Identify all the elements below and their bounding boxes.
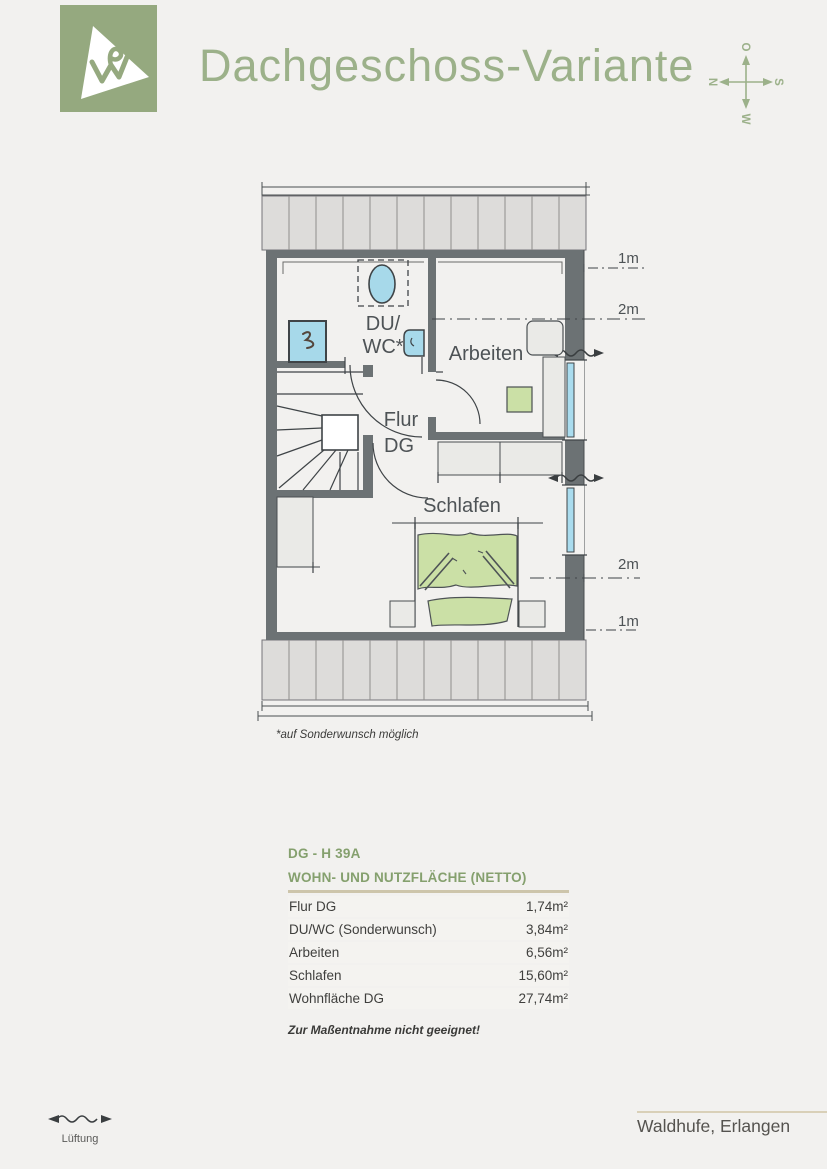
table-heading: WOHN- UND NUTZFLÄCHE (NETTO)	[288, 870, 527, 885]
row-value: 3,84m²	[525, 922, 568, 937]
wardrobe	[438, 442, 562, 483]
compass-south-label: S	[772, 78, 784, 86]
ventilation-legend-icon	[45, 1112, 115, 1126]
plan-footnote: *auf Sonderwunsch möglich	[276, 729, 419, 741]
row-value: 27,74m²	[518, 991, 568, 1006]
blanket	[428, 597, 512, 626]
room-label-flur-line1: Flur	[383, 409, 419, 431]
dim-bottom-2m: 2m	[618, 556, 639, 573]
stairs	[277, 372, 363, 490]
room-label-du-wc-line1: DU/	[365, 313, 401, 335]
area-table	[288, 846, 569, 1037]
roof-hatch-bottom	[258, 640, 592, 721]
window-arbeiten	[562, 360, 587, 440]
dim-top-1m: 1m	[618, 250, 639, 267]
compass-west-label: W	[739, 113, 751, 125]
table-row	[288, 896, 569, 917]
desk	[543, 357, 565, 437]
nightstand-left	[390, 601, 415, 627]
compass-east-label: O	[739, 42, 751, 52]
unit-label: DG - H 39A	[288, 846, 361, 861]
dim-bottom-1m: 1m	[618, 613, 639, 630]
room-label-schlafen: Schlafen	[423, 495, 501, 517]
room-label-du-wc-line2: WC*	[362, 336, 404, 358]
knee-wall-lines	[283, 262, 562, 274]
chair	[527, 321, 563, 355]
stool	[507, 387, 532, 412]
sink	[404, 330, 424, 356]
room-label-flur-line2: DG	[384, 435, 414, 457]
storage-closet	[277, 497, 320, 573]
row-label: DU/WC (Sonderwunsch)	[289, 922, 437, 937]
footer-rule	[637, 1111, 827, 1113]
ventilation-legend	[45, 1112, 115, 1145]
row-label: Flur DG	[289, 899, 337, 914]
toilet	[369, 265, 395, 303]
table-row	[288, 988, 569, 1009]
dim-top-2m: 2m	[618, 301, 639, 318]
disclaimer: Zur Maßentnahme nicht geeignet!	[288, 1023, 481, 1037]
table-row	[288, 919, 569, 940]
nightstand-right	[519, 601, 545, 627]
floor-plan	[250, 180, 680, 755]
row-label: Schlafen	[289, 968, 342, 983]
company-logo	[60, 5, 157, 112]
page-title: Dachgeschoss-Variante	[199, 40, 695, 91]
compass-north-label: N	[706, 77, 718, 87]
row-value: 6,56m²	[525, 945, 568, 960]
project-name: Waldhufe, Erlangen	[637, 1116, 791, 1136]
shower	[289, 321, 326, 362]
table-row	[288, 965, 569, 986]
row-label: Wohnfläche DG	[289, 991, 385, 1006]
roof-hatch-top	[262, 196, 586, 250]
ventilation-legend-label: Lüftung	[61, 1133, 99, 1145]
compass-rose-icon	[700, 38, 792, 130]
compass-cross	[728, 62, 764, 102]
room-label-arbeiten: Arbeiten	[448, 343, 524, 365]
table-rule	[288, 890, 569, 893]
window-schlafen	[562, 485, 587, 555]
row-value: 1,74m²	[525, 899, 568, 914]
row-label: Arbeiten	[289, 945, 340, 960]
table-row	[288, 942, 569, 963]
row-value: 15,60m²	[518, 968, 568, 983]
